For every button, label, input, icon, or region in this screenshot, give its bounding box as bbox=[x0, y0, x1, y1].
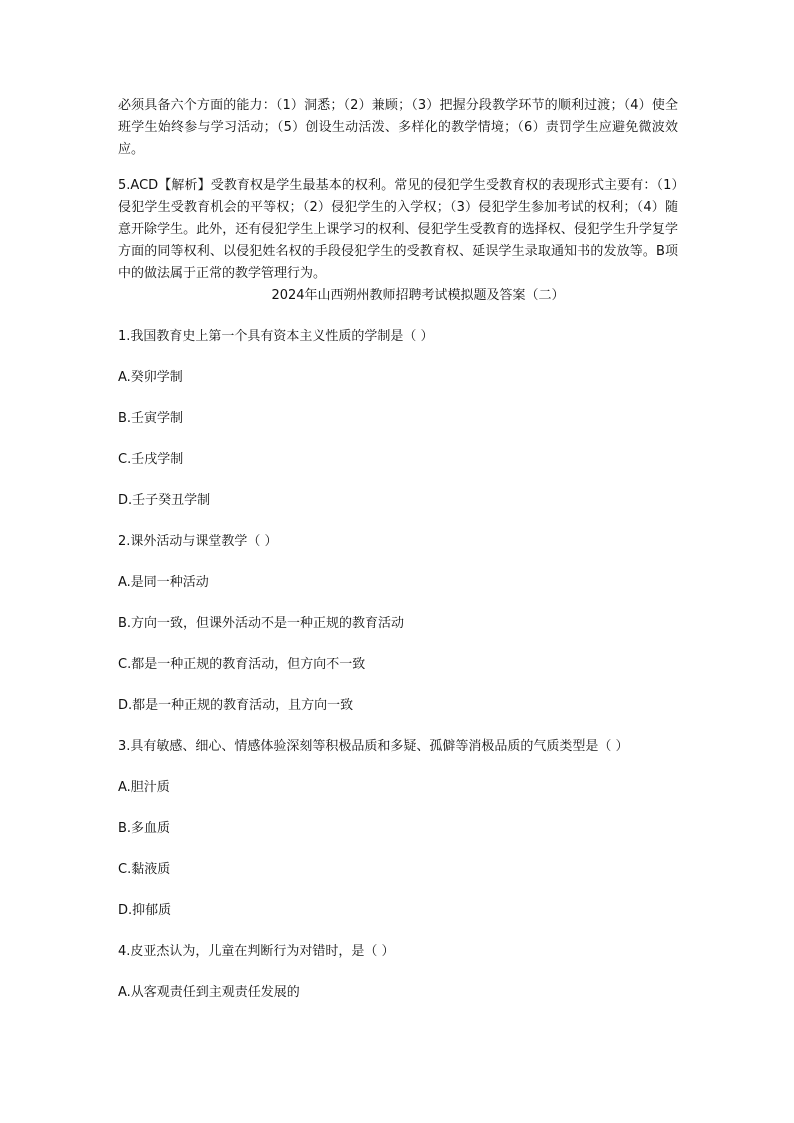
option-1c: C.壬戌学制 bbox=[118, 452, 184, 467]
option-2d: D.都是一种正规的教育活动，且方向一致 bbox=[118, 698, 354, 713]
question-1: 1.我国教育史上第一个具有资本主义性质的学制是（ ） bbox=[118, 329, 434, 344]
question-3: 3.具有敏感、细心、情感体验深刻等积极品质和多疑、孤僻等消极品质的气质类型是（ ） bbox=[118, 739, 629, 754]
document-body bbox=[118, 95, 678, 1003]
option-3b: B.多血质 bbox=[118, 821, 171, 836]
option-2a: A.是同一种活动 bbox=[118, 575, 209, 590]
question-4: 4.皮亚杰认为，儿童在判断行为对错时，是（ ） bbox=[118, 944, 395, 959]
option-3a: A.胆汁质 bbox=[118, 780, 170, 795]
option-2c: C.都是一种正规的教育活动，但方向不一致 bbox=[118, 657, 366, 672]
question-list bbox=[118, 327, 678, 1003]
question-2: 2.课外活动与课堂教学（ ） bbox=[118, 534, 278, 549]
answer-explanation-4: 必须具备六个方面的能力：（1）洞悉；（2）兼顾；（3）把握分段教学环节的顺利过渡；（4）使全班学生始终参与学习活动；（5）创设生动活泼、多样化的教学情境；（6）责罚学生应避免微波效应。 bbox=[118, 98, 678, 157]
option-1b: B.壬寅学制 bbox=[118, 411, 184, 426]
spacer bbox=[118, 161, 678, 175]
option-3c: C.黏液质 bbox=[118, 862, 171, 877]
answer-explanation-5: 5.ACD【解析】受教育权是学生最基本的权利。常见的侵犯学生受教育权的表现形式主要有：（1）侵犯学生受教育机会的平等权；（2）侵犯学生的入学权；（3）侵犯学生参加考试的权利；（4）随意开除学生。此外，还有侵犯学生上课学习的权利、侵犯学生受教育的选择权、侵犯学生升学复学方面的同等权利、以侵犯姓名权的手段侵犯学生的受教育权、延误学生录取通知书的发放等。B项中的做法属于正常的教学管理行为。 bbox=[118, 178, 678, 281]
section-title: 2024年山西朔州教师招聘考试模拟题及答案（二） bbox=[271, 288, 565, 303]
option-4a: A.从客观责任到主观责任发展的 bbox=[118, 985, 300, 1000]
option-1a: A.癸卯学制 bbox=[118, 370, 183, 385]
option-1d: D.壬子癸丑学制 bbox=[118, 493, 211, 508]
option-3d: D.抑郁质 bbox=[118, 903, 172, 918]
option-2b: B.方向一致，但课外活动不是一种正规的教育活动 bbox=[118, 616, 405, 631]
